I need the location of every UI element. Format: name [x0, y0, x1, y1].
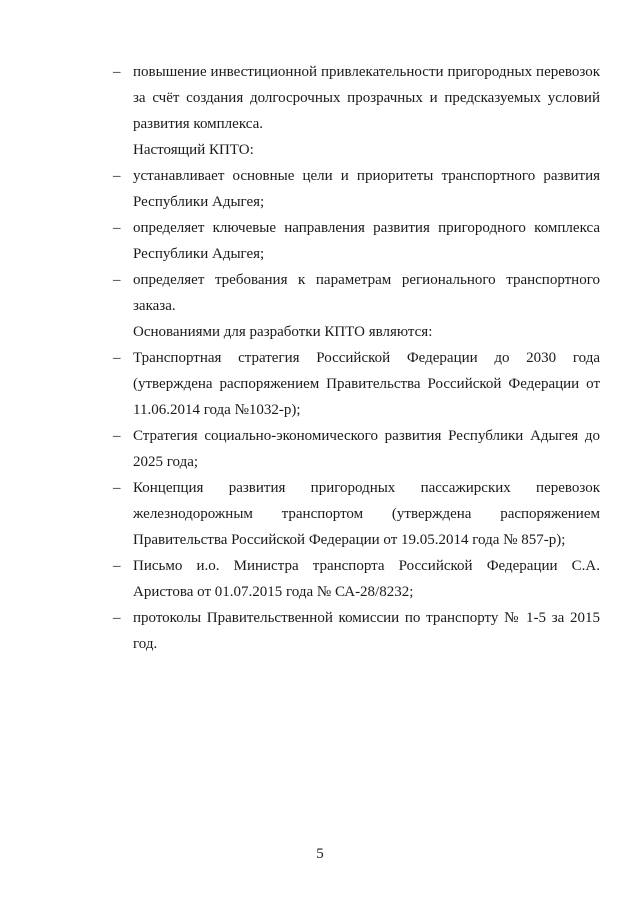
list-item: [113, 345, 600, 423]
list-dash: –: [113, 610, 121, 626]
list-item: [113, 553, 600, 605]
list-item: [113, 215, 600, 267]
list-item: [113, 475, 600, 553]
list-item-text: Концепция развития пригородных пассажирских перевозок железнодорожным транспортом (утверждена распоряжением Правительства Российской Федерации от 19.05.2014 года № 857-р);: [133, 480, 600, 548]
list-dash: –: [113, 480, 121, 496]
list-item: [113, 423, 600, 475]
list-item: [113, 59, 600, 137]
list-item-text: устанавливает основные цели и приоритеты транспортного развития Республики Адыгея;: [133, 168, 600, 210]
list-item: [113, 605, 600, 657]
list-item-text: определяет ключевые направления развития пригородного комплекса Республики Адыгея;: [133, 220, 600, 262]
list-dash: –: [113, 350, 121, 366]
list-item: [113, 267, 600, 319]
list-item-text: Стратегия социально-экономического развития Республики Адыгея до 2025 года;: [133, 428, 600, 470]
list-dash: –: [113, 428, 121, 444]
list-item-text: повышение инвестиционной привлекательности пригородных перевозок за счёт создания долгосрочных прозрачных и предсказуемых условий развития комплекса.: [133, 64, 600, 132]
paragraph-grounds-intro: Основаниями для разработки КПТО являются:: [133, 324, 433, 340]
list-item: [113, 163, 600, 215]
list-dash: –: [113, 220, 121, 236]
list-item-text: протоколы Правительственной комиссии по транспорту № 1-5 за 2015 год.: [133, 610, 600, 652]
list-dash: –: [113, 64, 121, 80]
list-dash: –: [113, 168, 121, 184]
list-dash: –: [113, 558, 121, 574]
paragraph-kpto-intro: Настоящий КПТО:: [133, 142, 254, 158]
list-item-text: Письмо и.о. Министра транспорта Российской Федерации С.А. Аристова от 01.07.2015 года № СА-28/8232;: [133, 558, 600, 600]
page-number: 5: [316, 846, 324, 862]
list-dash: –: [113, 272, 121, 288]
list-item-text: Транспортная стратегия Российской Федерации до 2030 года (утверждена распоряжением Правительства Российской Федерации от 11.06.2014 года №1032-р);: [133, 350, 600, 418]
list-item-text: определяет требования к параметрам регионального транспортного заказа.: [133, 272, 600, 314]
document-body: [113, 59, 600, 657]
